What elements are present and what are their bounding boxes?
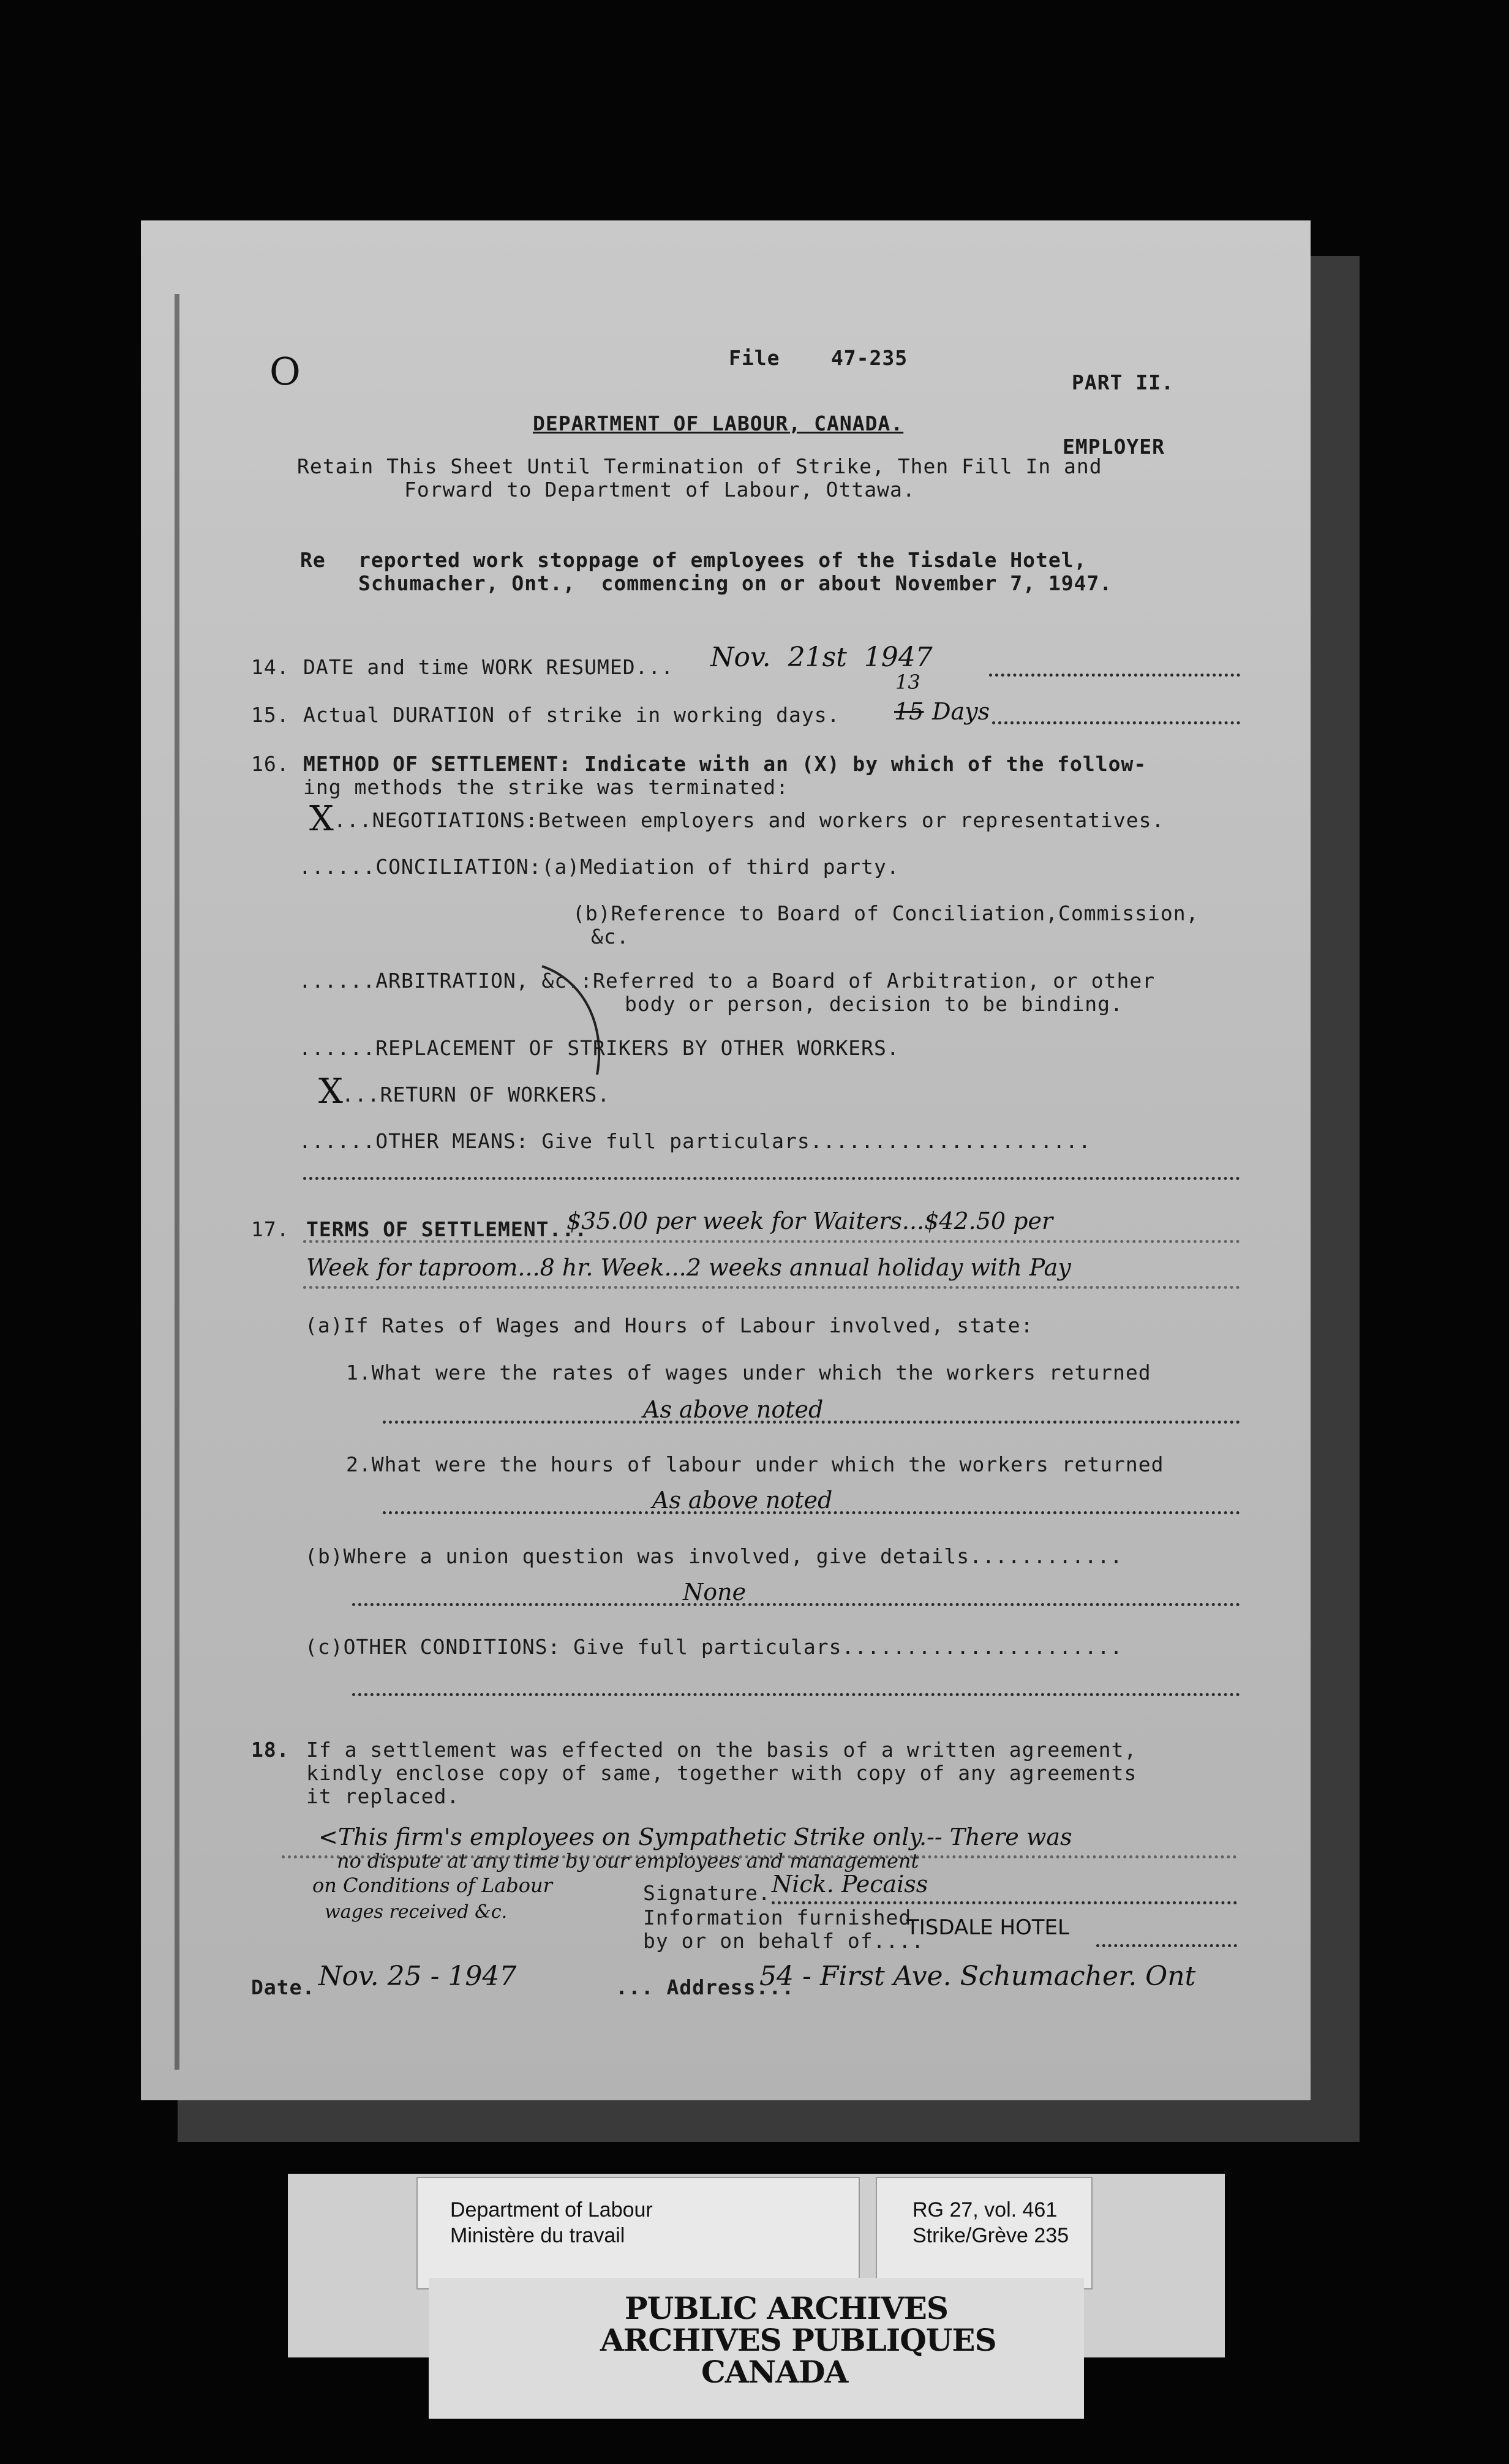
re-line-2: Schumacher, Ont., commencing on or about November 7, 1947. bbox=[358, 571, 1113, 595]
department-english: Department of Labour bbox=[450, 2198, 653, 2222]
q17a1-dotted-line bbox=[383, 1421, 1240, 1424]
q15-days: Days bbox=[932, 698, 990, 725]
q14-number: 14. bbox=[251, 655, 290, 679]
q17a2-dotted-line bbox=[383, 1511, 1240, 1514]
return-option: ...RETURN OF WORKERS. bbox=[342, 1083, 611, 1106]
employer-label: EMPLOYER bbox=[1063, 435, 1165, 459]
corner-mark: O bbox=[269, 349, 301, 394]
address-answer: 54 - First Ave. Schumacher. Ont bbox=[759, 1961, 1196, 1992]
q15-label: Actual DURATION of strike in working days. bbox=[303, 703, 840, 727]
q18-note-line-3: on Conditions of Labour bbox=[312, 1874, 552, 1897]
q14-answer: Nov. 21st 1947 bbox=[710, 642, 933, 673]
q17-label: TERMS OF SETTLEMENT... bbox=[306, 1217, 588, 1241]
conciliation-option: ......CONCILIATION:(a)Mediation of third party. bbox=[299, 855, 900, 879]
document-page bbox=[141, 220, 1311, 2100]
info-furnished-label: Information furnished bbox=[643, 1906, 912, 1929]
other-means-option: ......OTHER MEANS: Give full particulars...................... bbox=[299, 1129, 1091, 1153]
q17-answer-line-2: Week for taproom...8 hr. Week...2 weeks annual holiday with Pay bbox=[306, 1254, 1071, 1281]
q18-line-2: kindly enclose copy of same, together with copy of any agreements bbox=[306, 1761, 1137, 1785]
signature: Nick. Pecaiss bbox=[772, 1871, 928, 1898]
on-behalf-answer: TISDALE HOTEL bbox=[906, 1915, 1069, 1940]
on-behalf-label: by or on behalf of.... bbox=[643, 1929, 925, 1953]
q15-struck-value: 15 bbox=[894, 698, 924, 725]
q15-correction: 13 bbox=[895, 670, 920, 694]
q17-dotted-line-1 bbox=[303, 1240, 1240, 1243]
q17a1-label: 1.What were the rates of wages under which the workers returned bbox=[346, 1361, 1151, 1384]
q18-line-3: it replaced. bbox=[306, 1784, 460, 1808]
signature-dotted-line bbox=[772, 1901, 1237, 1904]
arbitration-option-line-1: ......ARBITRATION, &c.:Referred to a Board of Arbitration, or other bbox=[299, 969, 1156, 993]
archives-line-3: CANADA bbox=[701, 2354, 848, 2390]
replacement-option: ......REPLACEMENT OF STRIKERS BY OTHER WORKERS. bbox=[299, 1036, 900, 1060]
return-check-mark: X bbox=[318, 1072, 343, 1111]
instruction-line-2: Forward to Department of Labour, Ottawa. bbox=[404, 478, 916, 501]
negotiations-option: ...NEGOTIATIONS:Between employers and workers or representatives. bbox=[334, 808, 1165, 832]
q18-line-1: If a settlement was effected on the basis of a written agreement, bbox=[306, 1738, 1137, 1762]
instruction-line-1: Retain This Sheet Until Termination of Strike, Then Fill In and bbox=[297, 454, 1102, 478]
q17c-label: (c)OTHER CONDITIONS: Give full particulars...................... bbox=[305, 1635, 1123, 1659]
q17b-label: (b)Where a union question was involved, give details............ bbox=[305, 1544, 1123, 1568]
strike-ref: Strike/Grève 235 bbox=[913, 2224, 1069, 2247]
archives-line-1: PUBLIC ARCHIVES bbox=[625, 2290, 948, 2326]
q17a2-answer: As above noted bbox=[652, 1487, 833, 1514]
q16-line-2: ing methods the strike was terminated: bbox=[303, 775, 789, 799]
q17a2-label: 2.What were the hours of labour under which the workers returned bbox=[346, 1452, 1164, 1476]
q18-number: 18. bbox=[251, 1738, 290, 1762]
other-means-dotted-line bbox=[303, 1177, 1240, 1180]
q18-note-line-4: wages received &c. bbox=[325, 1901, 508, 1923]
record-group-ref: RG 27, vol. 461 bbox=[913, 2198, 1058, 2222]
arbitration-option-line-2: body or person, decision to be binding. bbox=[625, 992, 1123, 1016]
q17-number: 17. bbox=[251, 1217, 290, 1241]
department-title: DEPARTMENT OF LABOUR, CANADA. bbox=[533, 411, 904, 435]
q17b-dotted-line bbox=[352, 1603, 1240, 1606]
q15-dotted-line bbox=[992, 721, 1240, 724]
q17a-label: (a)If Rates of Wages and Hours of Labour involved, state: bbox=[305, 1313, 1034, 1337]
conciliation-b-line-2: &c. bbox=[591, 925, 630, 948]
re-line-1: reported work stoppage of employees of the Tisdale Hotel, bbox=[358, 548, 1087, 572]
re-label: Re bbox=[300, 548, 326, 572]
archives-line-2: ARCHIVES PUBLIQUES bbox=[600, 2322, 996, 2358]
negotiations-check-mark: X bbox=[309, 799, 334, 839]
q15-number: 15. bbox=[251, 703, 290, 727]
q18-note-line-2: no dispute at any time by our employees and management bbox=[337, 1849, 919, 1872]
signature-label: Signature. bbox=[643, 1881, 771, 1905]
q16-line-1: METHOD OF SETTLEMENT: Indicate with an (X) by which of the follow- bbox=[303, 752, 1147, 776]
q17-answer-line-1: $35.00 per week for Waiters...$42.50 per bbox=[566, 1208, 1053, 1234]
date-answer: Nov. 25 - 1947 bbox=[318, 1961, 517, 1992]
file-number: File 47-235 bbox=[729, 346, 908, 370]
q14-dotted-line bbox=[989, 674, 1240, 677]
on-behalf-dotted-line bbox=[1096, 1944, 1237, 1947]
department-french: Ministère du travail bbox=[450, 2224, 625, 2247]
date-label: Date. bbox=[251, 1975, 315, 1999]
conciliation-b-line-1: (b)Reference to Board of Conciliation,Commission, bbox=[573, 901, 1199, 925]
q17c-dotted-line bbox=[352, 1693, 1240, 1696]
q17b-answer: None bbox=[683, 1579, 747, 1606]
address-label: ... Address... bbox=[615, 1975, 795, 1999]
q14-label: DATE and time WORK RESUMED... bbox=[303, 655, 674, 679]
paper-fold-shadow bbox=[175, 294, 179, 2070]
q17-dotted-line-2 bbox=[303, 1286, 1240, 1289]
arbitration-pen-curve bbox=[539, 961, 612, 1078]
part-label: PART II. bbox=[1072, 370, 1174, 394]
q18-note-line-1: <This firm's employees on Sympathetic Strike only.-- There was bbox=[318, 1824, 1072, 1850]
q17a1-answer: As above noted bbox=[643, 1396, 824, 1423]
q16-number: 16. bbox=[251, 752, 290, 776]
